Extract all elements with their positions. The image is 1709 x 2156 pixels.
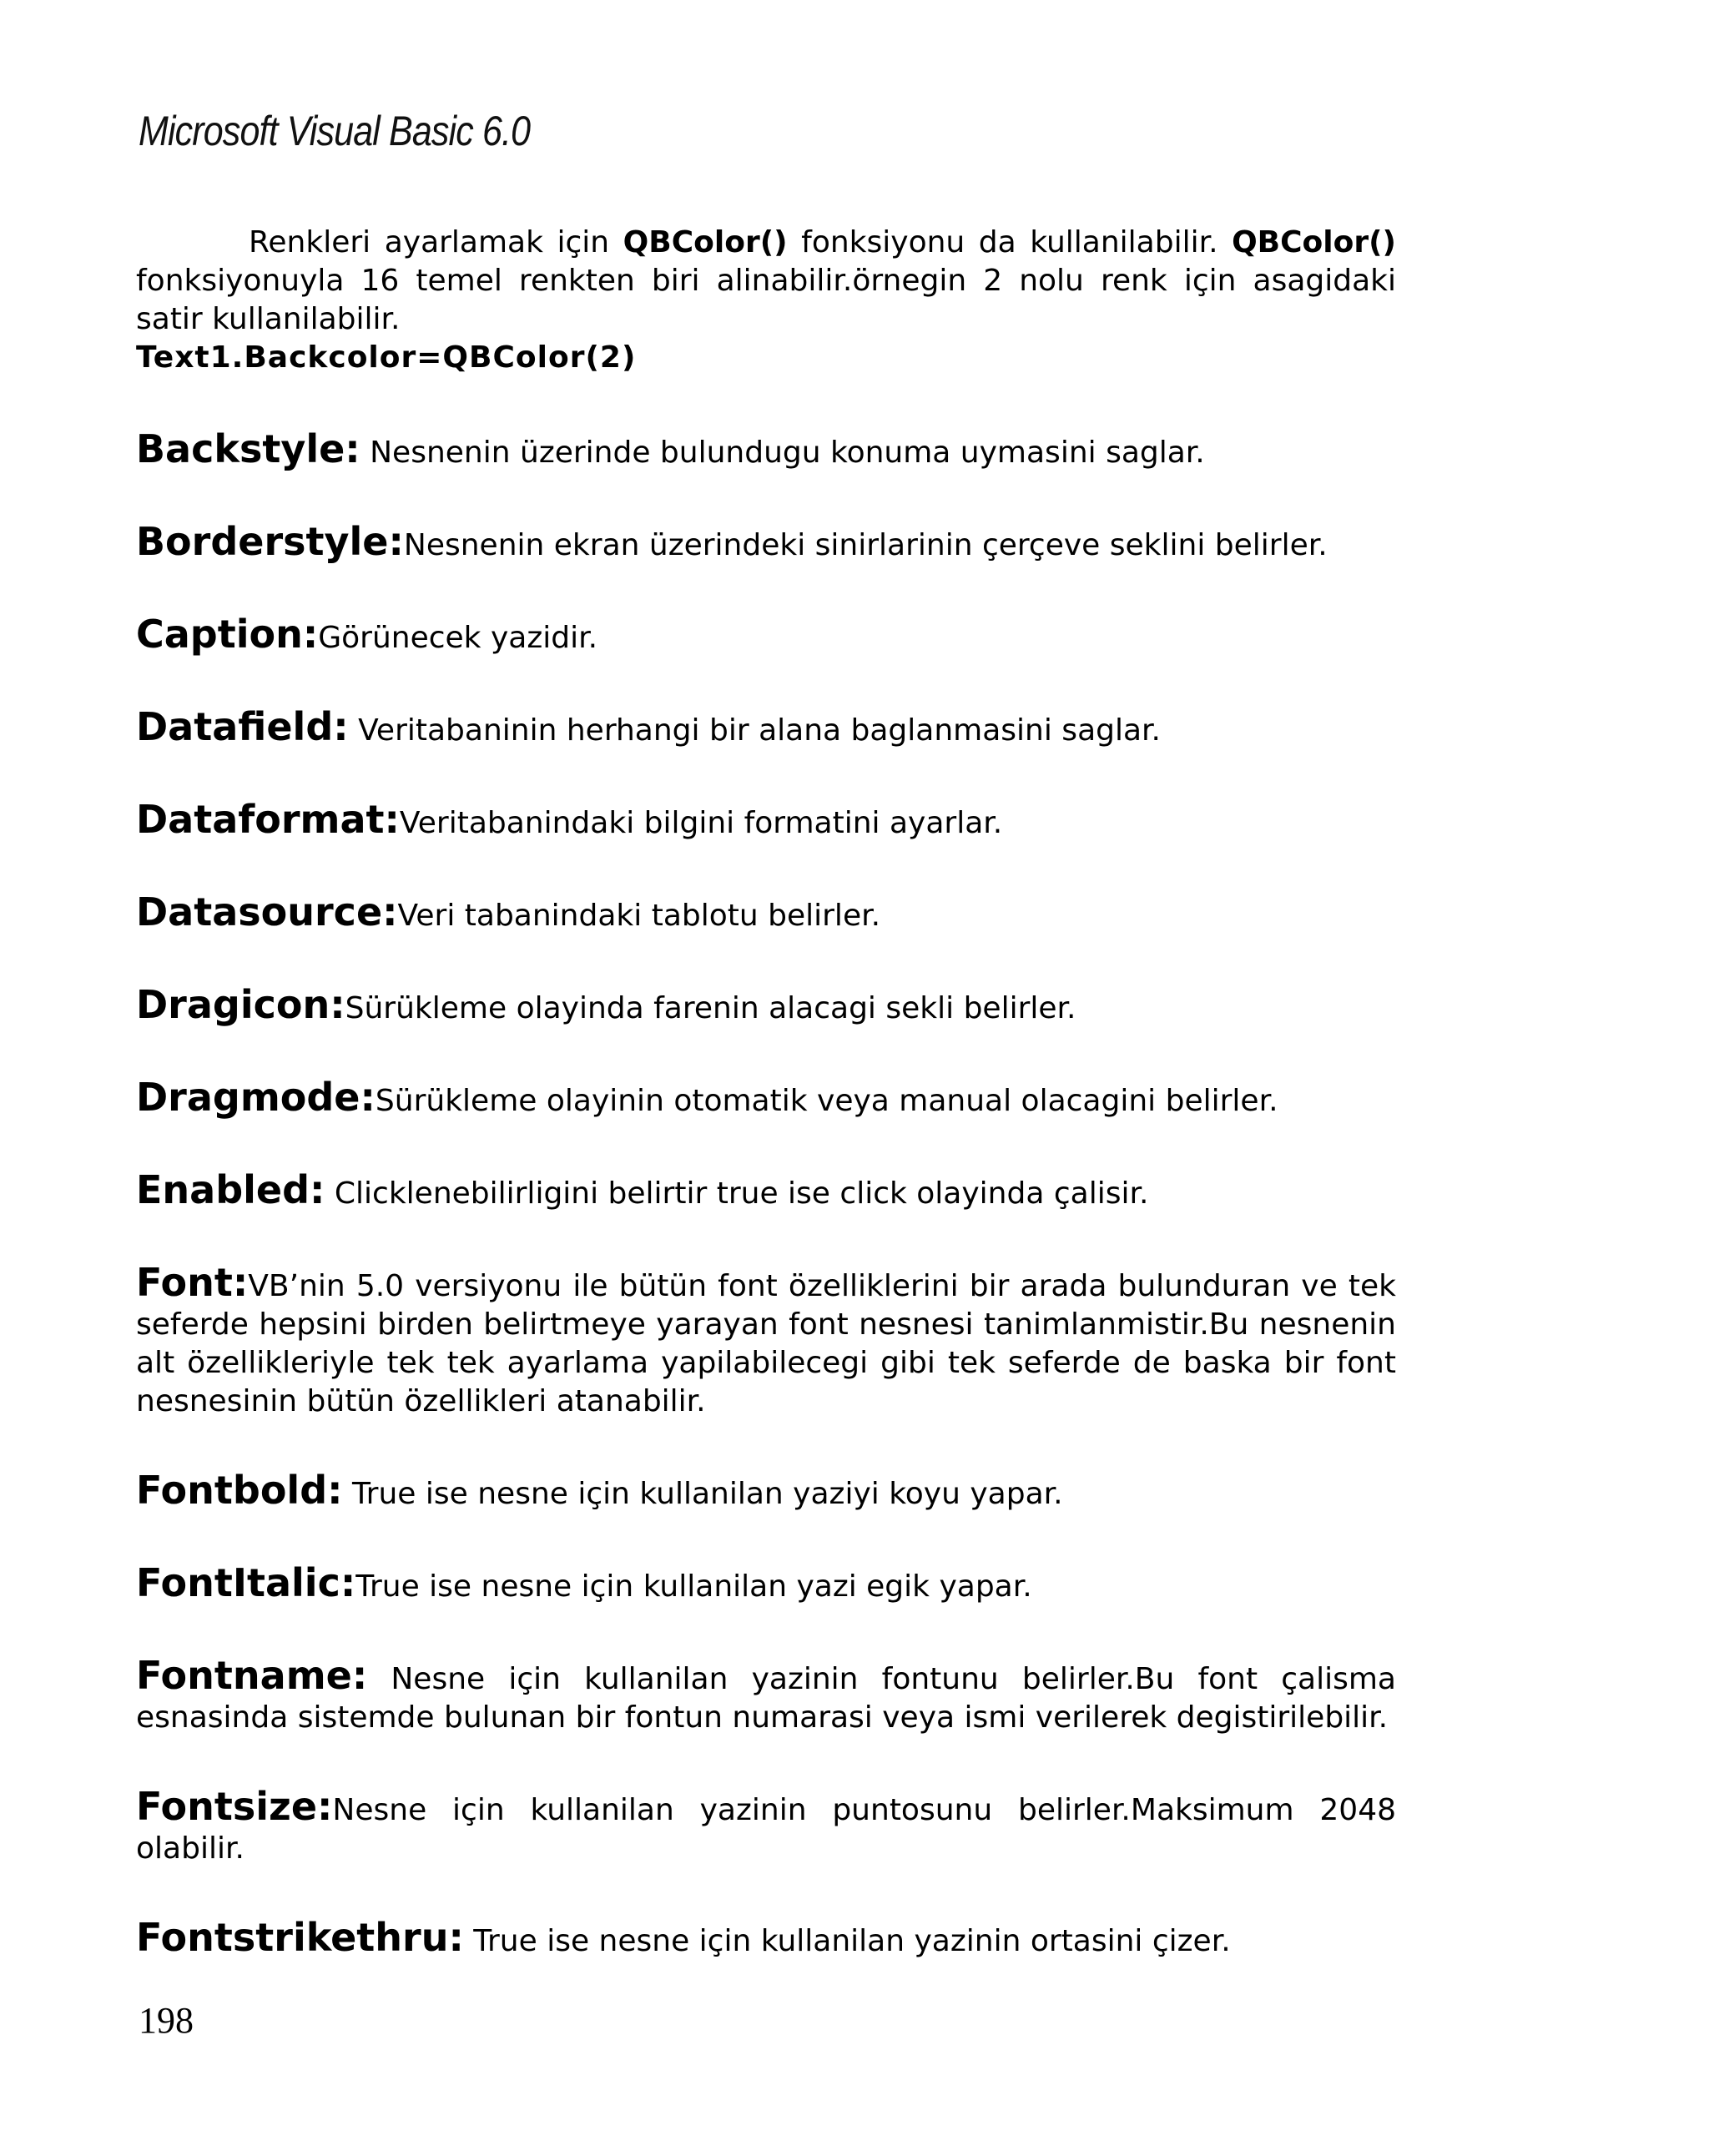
entry-caption [136, 612, 1396, 657]
entry-desc: Sürükleme olayinda farenin alacagi sekli belirler. [345, 991, 1076, 1025]
entry-fontbold [136, 1468, 1396, 1514]
entry-desc: Nesnenin ekran üzerindeki sinirlarinin çerçeve seklini belirler. [403, 528, 1328, 562]
entry-desc: VB’nin 5.0 versiyonu ile bütün font özelliklerini bir arada bulunduran ve tek seferde hepsini birden belirtmeye yarayan font nesnesi tanimlanmistir.Bu nesnenin alt özellikleriyle tek tek ayarlama yapilabilecegi gibi tek seferde de baska bir font nesnesinin bütün özellikleri atanabilir. [136, 1269, 1396, 1418]
entry-term: Font: [136, 1260, 249, 1305]
intro-function-2: QBColor() [1232, 225, 1396, 259]
intro-text-1: Renkleri ayarlamak için [249, 225, 623, 259]
entry-term: FontItalic: [136, 1560, 356, 1605]
entry-desc: Veritabanindaki bilgini formatini ayarlar. [399, 806, 1003, 840]
entry-term: Fontsize: [136, 1784, 333, 1829]
entry-fontname [136, 1653, 1396, 1737]
entry-term: Datafield: [136, 704, 349, 749]
intro-text-3: fonksiyonuyla 16 temel renkten biri alinabilir.örnegin 2 nolu renk için asagidaki satir kullanilabilir. [136, 264, 1396, 336]
entry-font [136, 1260, 1396, 1421]
intro-function-1: QBColor() [623, 225, 788, 259]
entry-desc: Sürükleme olayinin otomatik veya manual olacagini belirler. [375, 1084, 1278, 1118]
intro-paragraph [136, 224, 1396, 339]
entry-fontstrikethru [136, 1915, 1396, 1961]
entry-desc: Görünecek yazidir. [318, 621, 598, 655]
entry-term: Fontname: [136, 1653, 368, 1698]
entry-desc: True ise nesne için kullanilan yazinin ortasini çizer. [463, 1924, 1231, 1958]
entry-term: Backstyle: [136, 426, 360, 471]
entry-desc: Veritabaninin herhangi bir alana baglanmasini saglar. [348, 713, 1161, 748]
entry-term: Fontstrikethru: [136, 1915, 464, 1960]
entry-fontsize [136, 1784, 1396, 1868]
entry-dataformat [136, 797, 1396, 843]
entry-enabled [136, 1167, 1396, 1213]
entry-term: Borderstyle: [136, 519, 404, 564]
page-number: 198 [139, 2000, 194, 2041]
entry-dragicon [136, 982, 1396, 1028]
entry-desc: Nesne için kullanilan yazinin fontunu belirler.Bu font çalisma esnasinda sistemde bulunan bir fontun numarasi veya ismi verilerek degistirilebilir. [136, 1662, 1396, 1735]
page-content [136, 224, 1396, 1961]
entry-dragmode [136, 1075, 1396, 1121]
entry-borderstyle [136, 519, 1396, 565]
intro-text-2: fonksiyonu da kullanilabilir. [787, 225, 1233, 259]
entry-desc: Nesnenin üzerinde bulundugu konuma uymasini saglar. [360, 436, 1205, 470]
entry-term: Datasource: [136, 889, 398, 934]
entry-term: Enabled: [136, 1167, 325, 1212]
entry-backstyle [136, 426, 1396, 472]
entry-fontitalic [136, 1560, 1396, 1606]
entry-desc: Veri tabanindaki tablotu belirler. [397, 899, 881, 933]
code-example: Text1.Backcolor=QBColor(2) [136, 340, 637, 375]
entry-term: Dataformat: [136, 797, 400, 842]
entry-term: Caption: [136, 612, 319, 657]
entry-datasource [136, 889, 1396, 935]
entry-desc: Clicklenebilirligini belirtir true ise click olayinda çalisir. [325, 1176, 1149, 1211]
entry-term: Dragicon: [136, 982, 345, 1027]
entry-datafield [136, 704, 1396, 750]
entry-term: Dragmode: [136, 1075, 376, 1120]
entry-desc: True ise nesne için kullanilan yazi egik yapar. [355, 1569, 1032, 1604]
intro-section [136, 224, 1396, 377]
entry-desc: Nesne için kullanilan yazinin puntosunu belirler.Maksimum 2048 olabilir. [136, 1793, 1396, 1866]
entry-desc: True ise nesne için kullanilan yaziyi koyu yapar. [342, 1477, 1063, 1511]
page-header-title: Microsoft Visual Basic 6.0 [139, 108, 531, 154]
entry-term: Fontbold: [136, 1468, 343, 1513]
